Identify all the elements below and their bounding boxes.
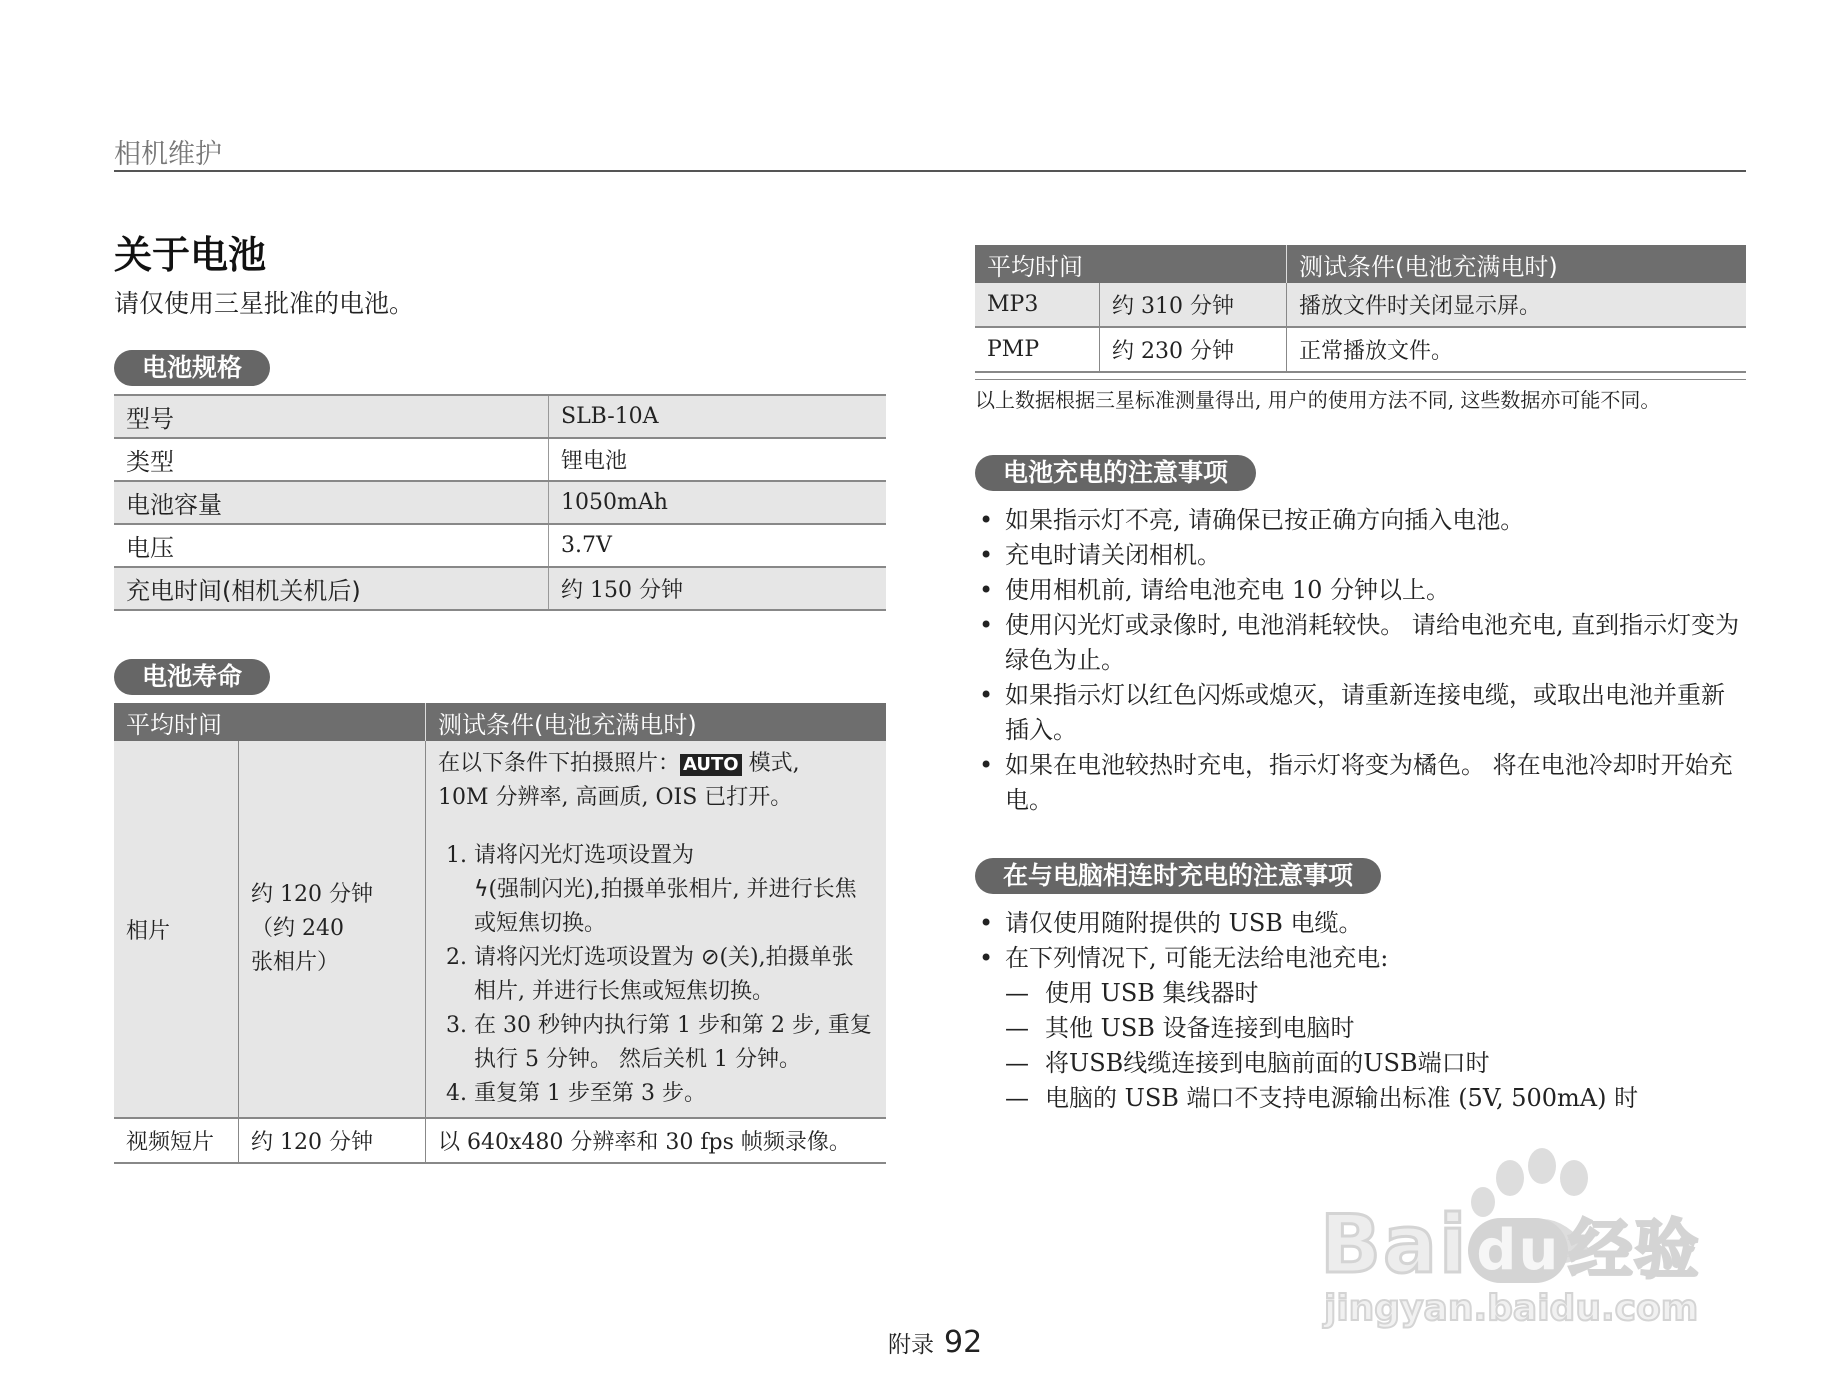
charge-heading: 电池充电的注意事项 <box>975 455 1256 491</box>
spec-label: 电压 <box>114 524 549 567</box>
page-header <box>114 132 1746 172</box>
life-type: 视频短片 <box>114 1118 239 1163</box>
flash-forced-icon: ϟ <box>474 877 489 902</box>
col-average-time: 平均时间 <box>975 245 1287 283</box>
section-title: 相机维护 <box>114 139 222 170</box>
spec-label: 充电时间(相机关机后) <box>114 567 549 610</box>
list-item: 4. 重复第 1 步至第 3 步。 <box>474 1077 874 1111</box>
table-row <box>975 283 1746 327</box>
list-item: • 如果在电池较热时充电，指示灯将变为橘色。 将在电池冷却时开始充电。 <box>975 748 1746 818</box>
life-heading: 电池寿命 <box>114 659 270 695</box>
avg-time: 约 230 分钟 <box>1100 327 1287 372</box>
pc-charge-notes <box>975 906 1746 1116</box>
avg-condition: 正常播放文件。 <box>1287 327 1747 372</box>
list-item: 2. 请将闪光灯选项设置为 ⊘(关),拍摄单张相片, 并进行长焦或短焦切换。 <box>474 941 874 1009</box>
avg-type: PMP <box>975 327 1100 372</box>
specs-heading: 电池规格 <box>114 350 270 386</box>
spec-value: 3.7V <box>549 524 887 567</box>
watermark-url: jingyan.baidu.com <box>1324 1288 1699 1329</box>
condition-steps <box>438 839 874 1111</box>
list-item: • 在下列情况下, 可能无法给电池充电: — 使用 USB 集线器时 — 其他 USB 设备连接到电脑时 — 将USB线缆连接到电脑前面的USB端口时 — 电脑的 USB 端口不支持电源输出标准 (5V, 500mA) 时 <box>975 941 1746 1116</box>
life-time: 约 120 分钟 <box>239 1118 426 1163</box>
life-time: 约 120 分钟 （约 240 张相片） <box>239 741 426 1118</box>
page-footer <box>888 1325 982 1360</box>
auto-mode-icon: AUTO <box>680 754 742 776</box>
flash-off-icon: ⊘ <box>701 945 720 970</box>
table-row <box>114 438 886 481</box>
col-test-condition: 测试条件(电池充满电时) <box>1287 245 1747 283</box>
table-row <box>114 395 886 438</box>
life-type: 相片 <box>114 741 239 1118</box>
footnote: 以上数据根据三星标准测量得出, 用户的使用方法不同, 这些数据亦可能不同。 <box>975 379 1746 415</box>
watermark-cn: 经验 <box>1568 1214 1701 1288</box>
list-item: — 其他 USB 设备连接到电脑时 <box>1005 1011 1746 1046</box>
spec-value: 约 150 分钟 <box>549 567 887 610</box>
watermark-du: du <box>1468 1218 1568 1283</box>
spec-label: 类型 <box>114 438 549 481</box>
spec-value: SLB-10A <box>549 395 887 438</box>
right-column <box>975 245 1746 1116</box>
list-item: • 请仅使用随附提供的 USB 电缆。 <box>975 906 1746 941</box>
table-row <box>114 741 886 1118</box>
list-item: 3. 在 30 秒钟内执行第 1 步和第 2 步, 重复执行 5 分钟。 然后关机 1 分钟。 <box>474 1009 874 1077</box>
list-item: • 如果指示灯以红色闪烁或熄灭，请重新连接电缆，或取出电池并重新插入。 <box>975 678 1746 748</box>
average-time-table <box>975 245 1746 373</box>
charge-notes <box>975 503 1746 818</box>
list-item: • 使用相机前, 请给电池充电 10 分钟以上。 <box>975 573 1746 608</box>
table-row <box>114 481 886 524</box>
list-item: • 使用闪光灯或录像时, 电池消耗较快。 请给电池充电, 直到指示灯变为绿色为止。 <box>975 608 1746 678</box>
avg-time: 约 310 分钟 <box>1100 283 1287 327</box>
avg-type: MP3 <box>975 283 1100 327</box>
page-title: 关于电池 <box>114 233 267 277</box>
list-item: — 使用 USB 集线器时 <box>1005 976 1746 1011</box>
spec-label: 电池容量 <box>114 481 549 524</box>
pc-charge-heading: 在与电脑相连时充电的注意事项 <box>975 858 1381 894</box>
list-item: 1. 请将闪光灯选项设置为 ϟ(强制闪光),拍摄单张相片, 并进行长焦或短焦切换。 <box>474 839 874 941</box>
life-condition: 以 640x480 分辨率和 30 fps 帧频录像。 <box>426 1118 887 1163</box>
col-average-time: 平均时间 <box>114 703 426 741</box>
spec-value: 锂电池 <box>549 438 887 481</box>
table-row <box>114 1118 886 1163</box>
table-row <box>975 327 1746 372</box>
table-row <box>114 524 886 567</box>
list-item: — 电脑的 USB 端口不支持电源输出标准 (5V, 500mA) 时 <box>1005 1081 1746 1116</box>
page-number: 92 <box>944 1325 983 1360</box>
condition-intro-line2: 10M 分辨率, 高画质, OIS 已打开。 <box>438 785 793 810</box>
table-header-row <box>975 245 1746 283</box>
specs-table <box>114 394 886 611</box>
battery-life-table <box>114 703 886 1164</box>
baidu-watermark <box>1320 1140 1770 1340</box>
left-column <box>114 230 886 1164</box>
spec-value: 1050mAh <box>549 481 887 524</box>
list-item: • 充电时请关闭相机。 <box>975 538 1746 573</box>
intro-text: 请仅使用三星批准的电池。 <box>114 289 415 318</box>
avg-condition: 播放文件时关闭显示屏。 <box>1287 283 1747 327</box>
pc-sub-list <box>1005 976 1746 1116</box>
col-test-condition: 测试条件(电池充满电时) <box>426 703 887 741</box>
condition-intro: 在以下条件下拍摄照片： AUTO 模式, <box>438 751 800 776</box>
life-condition <box>426 741 887 1118</box>
watermark-brand: Bai <box>1320 1198 1469 1291</box>
list-item: — 将USB线缆连接到电脑前面的USB端口时 <box>1005 1046 1746 1081</box>
list-item: • 如果指示灯不亮, 请确保已按正确方向插入电池。 <box>975 503 1746 538</box>
spec-label: 型号 <box>114 395 549 438</box>
table-header-row <box>114 703 886 741</box>
footer-label: 附录 <box>888 1332 934 1358</box>
table-row <box>114 567 886 610</box>
